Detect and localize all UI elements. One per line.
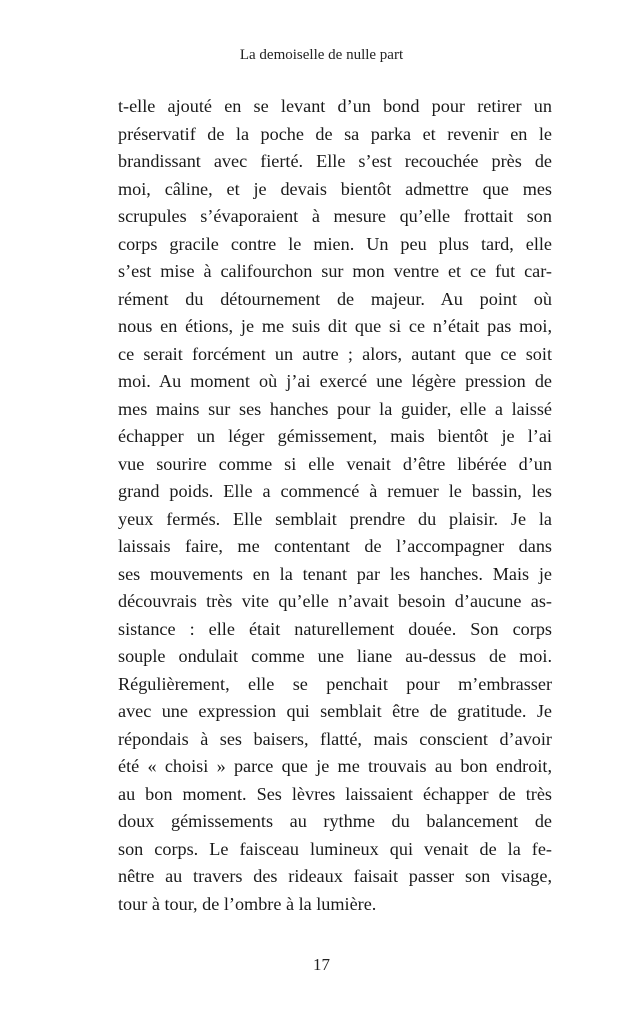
- text-line: préservatif de la poche de sa parka et revenir en le: [118, 123, 552, 144]
- text-line: souple ondulait comme une liane au-dessus de moi.: [118, 646, 552, 666]
- text-line: corps gracile contre le mien. Un peu plus tard, elle: [118, 233, 552, 254]
- text-line: scrupules s’évaporaient à mesure qu’elle frottait son: [118, 206, 552, 226]
- text-line: vue sourire comme si elle venait d’être libérée d’un: [118, 453, 552, 474]
- text-line: brandissant avec fierté. Elle s’est recouchée près de: [118, 151, 552, 171]
- text-line: tour à tour, de l’ombre à la lumière.: [118, 893, 377, 914]
- text-line: doux gémissements au rythme du balancement de: [118, 811, 552, 831]
- text-line: Régulièrement, elle se penchait pour m’embrasser: [118, 673, 552, 694]
- text-line: rément du détournement de majeur. Au point où: [118, 288, 552, 309]
- text-line: moi, câline, et je devais bientôt admettre que mes: [118, 178, 552, 199]
- text-line: ses mouvements en la tenant par les hanches. Mais je: [118, 563, 552, 584]
- text-line: laissais faire, me contentant de l’accompagner dans: [118, 536, 552, 556]
- text-line: découvrais très vite qu’elle n’avait besoin d’aucune as-: [118, 591, 552, 611]
- text-line: son corps. Le faisceau lumineux qui venait de la fe-: [118, 838, 552, 859]
- text-line: échapper un léger gémissement, mais bientôt je l’ai: [118, 426, 552, 446]
- text-line: été « choisi » parce que je me trouvais au bon endroit,: [118, 756, 552, 776]
- text-line: grand poids. Elle a commencé à remuer le bassin, les: [118, 481, 552, 501]
- body-text: [118, 93, 552, 918]
- text-line: nous en étions, je me suis dit que si ce n’était pas moi,: [118, 316, 552, 336]
- text-line: ce serait forcément un autre ; alors, autant que ce soit: [118, 343, 552, 364]
- text-line: yeux fermés. Elle semblait prendre du plaisir. Je la: [118, 508, 552, 529]
- text-line: nêtre au travers des rideaux faisait passer son visage,: [118, 866, 552, 886]
- text-line: moi. Au moment où j’ai exercé une légère pression de: [118, 371, 552, 391]
- text-line: s’est mise à califourchon sur mon ventre et ce fut car-: [118, 261, 552, 281]
- running-header: La demoiselle de nulle part: [239, 47, 404, 63]
- text-line: répondais à ses baisers, flatté, mais conscient d’avoir: [118, 728, 552, 749]
- text-line: au bon moment. Ses lèvres laissaient échapper de très: [118, 783, 552, 804]
- text-line: sistance : elle était naturellement douée. Son corps: [118, 618, 552, 639]
- text-line: mes mains sur ses hanches pour la guider, elle a laissé: [118, 398, 552, 419]
- text-line: t-elle ajouté en se levant d’un bond pour retirer un: [118, 96, 552, 116]
- page-number: 17: [313, 955, 330, 974]
- text-line: avec une expression qui semblait être de gratitude. Je: [118, 701, 552, 721]
